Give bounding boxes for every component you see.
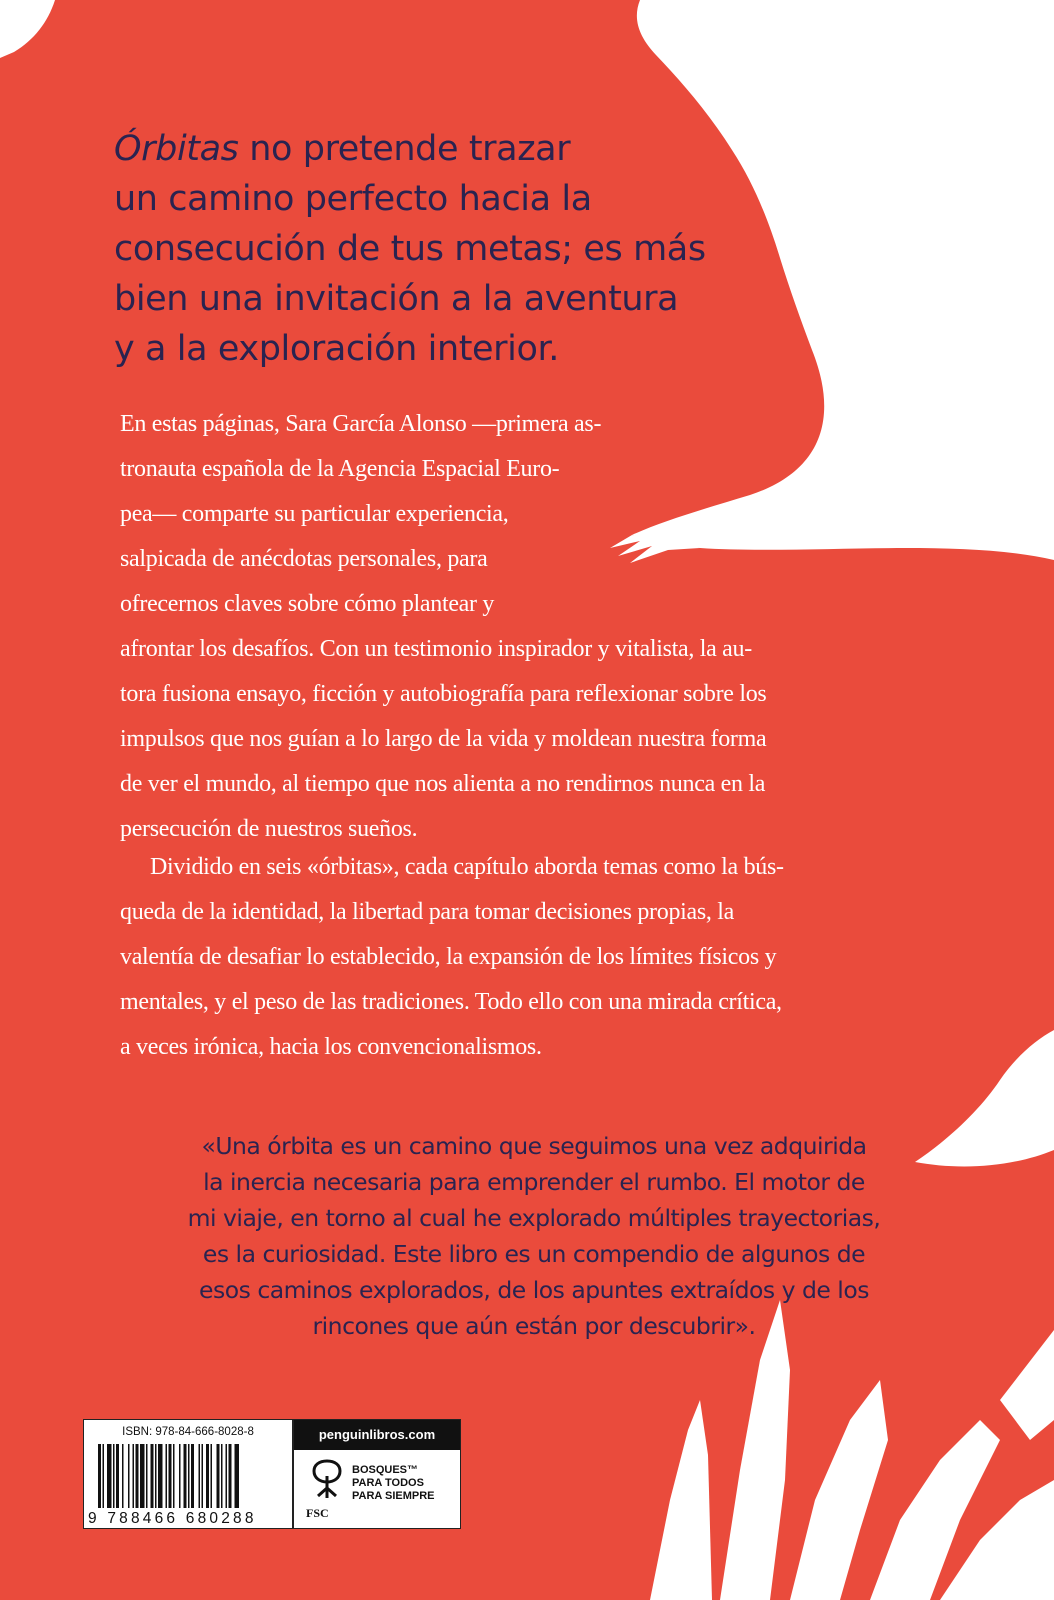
barcode-bar [151,1444,154,1508]
barcode-bar [122,1444,124,1508]
publisher-box [293,1419,461,1529]
body-line: tronauta española de la Agencia Espacial Euro- [120,456,560,482]
barcode-bar [229,1444,232,1508]
barcode-bar [136,1444,139,1508]
quote-line: es la curiosidad. Este libro es un compendio de algunos de [202,1240,866,1268]
quote-line: mi viaje, en torno al cual he explorado múltiples trayectorias, [187,1204,881,1232]
barcode-bar [221,1444,223,1508]
barcode-bar [155,1444,157,1508]
barcode-bar [166,1444,168,1508]
barcode-bar [98,1444,101,1508]
barcode-bar [158,1444,163,1508]
fsc-slogan-line: PARA TODOS [352,1477,424,1489]
barcode-bar [235,1444,240,1508]
barcode-bar [211,1444,213,1508]
barcode-bar [140,1444,145,1508]
headline-line: y a la exploración interior. [114,329,560,369]
barcode-bar [199,1444,201,1508]
fsc-slogan [352,1464,456,1503]
headline-line: consecución de tus metas; es más [114,229,706,269]
barcode-bars [98,1444,278,1508]
body-line: a veces irónica, hacia los convencionalismos. [120,1034,542,1060]
barcode-bar [179,1444,181,1508]
barcode-bar [116,1444,119,1508]
barcode-bar [217,1444,220,1508]
body-line: pea— comparte su particular experiencia, [120,501,509,527]
barcode-bar [173,1444,175,1508]
body-line: En estas páginas, Sara García Alonso —primera as- [120,411,602,437]
barcode-bar [202,1444,204,1508]
body-paragraph-1 [120,402,950,852]
barcode-bar [184,1444,187,1508]
publisher-website: penguinlibros.com [294,1420,460,1450]
body-line: persecución de nuestros sueños. [120,816,418,842]
barcode-bar [133,1444,135,1508]
barcode-digits: 9 788466 680288 [88,1510,257,1527]
fsc-slogan-line: BOSQUES™ [352,1464,419,1476]
book-title-italic: Órbitas [114,129,239,169]
barcode-bar [169,1444,172,1508]
barcode-bar [188,1444,190,1508]
headline [114,124,754,374]
author-quote [124,1128,944,1344]
body-line: Dividido en seis «órbitas», cada capítulo aborda temas como la bús- [150,854,784,880]
body-line: mentales, y el peso de las tradiciones. Todo ello con una mirada crítica, [120,989,782,1015]
quote-line: rincones que aún están por descubrir». [312,1312,756,1340]
barcode-bar [226,1444,228,1508]
body-line: impulsos que nos guían a lo largo de la vida y moldean nuestra forma [120,726,767,752]
headline-line: bien una invitación a la aventura [114,279,679,319]
barcode-bar [191,1444,194,1508]
headline-line: un camino perfecto hacia la [114,179,592,219]
barcode-bar [107,1444,112,1508]
barcode-bar [146,1444,148,1508]
body-line: afrontar los desafíos. Con un testimonio inspirador y vitalista, la au- [120,636,752,662]
body-line: tora fusiona ensayo, ficción y autobiografía para reflexionar sobre los [120,681,767,707]
quote-line: esos caminos explorados, de los apuntes extraídos y de los [199,1276,869,1304]
body-line: salpicada de anécdotas personales, para [120,546,488,572]
barcode-bar [113,1444,115,1508]
body-line: valentía de desafiar lo establecido, la expansión de los límites físicos y [120,944,777,970]
barcode-bar [206,1444,209,1508]
fsc-slogan-line: PARA SIEMPRE [352,1490,435,1502]
body-line: queda de la identidad, la libertad para tomar decisiones propias, la [120,899,735,925]
barcode-bar [103,1444,105,1508]
body-paragraph-2 [120,845,950,1070]
headline-line: Órbitas no pretende trazar [114,129,571,169]
fsc-label: FSC [306,1506,329,1520]
barcode-bar [128,1444,130,1508]
isbn-barcode-box [83,1419,293,1529]
body-line: de ver el mundo, al tiempo que nos alienta a no rendirnos nunca en la [120,771,766,797]
quote-line: «Una órbita es un camino que seguimos una vez adquirida [201,1132,867,1160]
body-line: ofrecernos claves sobre cómo plantear y [120,591,495,617]
fsc-tree-icon [308,1458,346,1502]
isbn-label: ISBN: 978-84-666-8028-8 [122,1426,254,1438]
quote-line: la inercia necesaria para emprender el rumbo. El motor de [203,1168,865,1196]
